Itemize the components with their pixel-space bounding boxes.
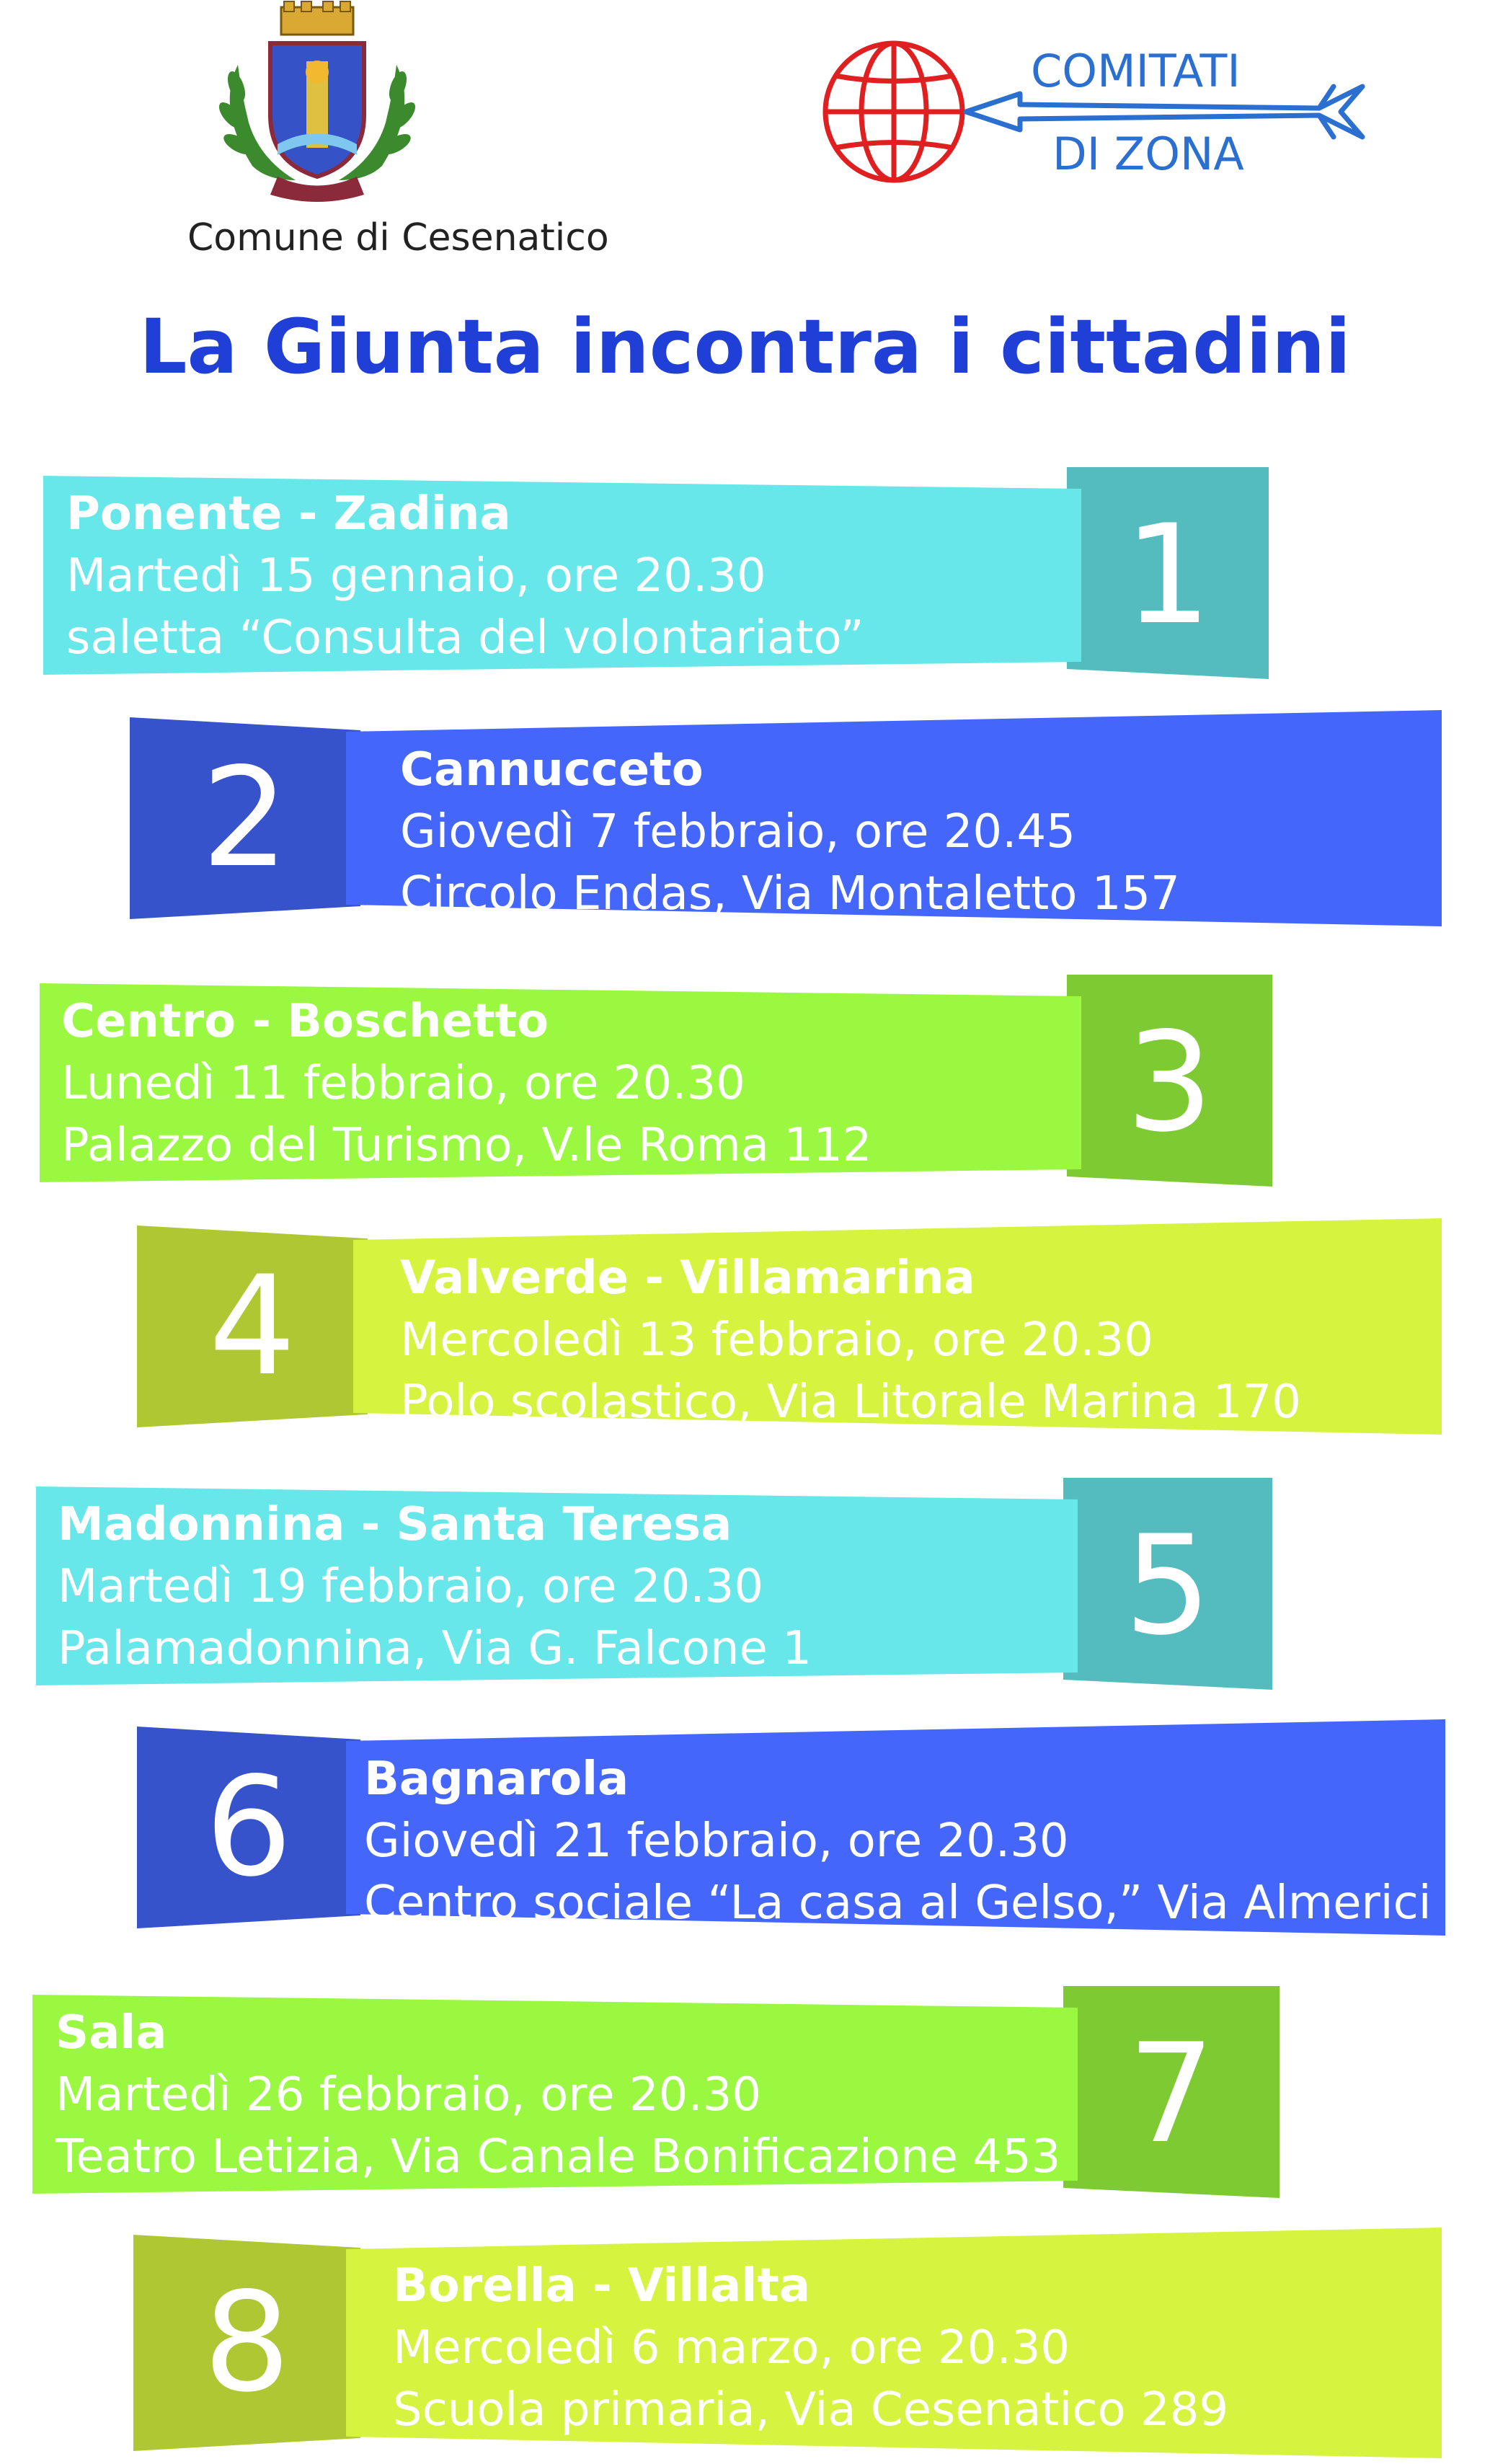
meeting-banner-8 — [133, 2228, 1442, 2458]
meeting-place: Palazzo del Turismo, V.le Roma 112 — [61, 1119, 872, 1172]
meeting-details — [393, 2255, 1228, 2441]
meeting-details — [61, 991, 872, 1176]
meeting-number: 7 — [1127, 2014, 1215, 2173]
meeting-zone: Cannucceto — [400, 743, 704, 797]
meeting-number: 2 — [201, 738, 289, 898]
meeting-date: Giovedì 7 febbraio, ore 20.45 — [400, 805, 1076, 859]
meeting-place: Circolo Endas, Via Montaletto 157 — [400, 867, 1180, 921]
meeting-date: Mercoledì 13 febbraio, ore 20.30 — [400, 1313, 1153, 1367]
meeting-date: Lunedì 11 febbraio, ore 20.30 — [61, 1057, 745, 1110]
meeting-details — [400, 739, 1180, 925]
meeting-place: Centro sociale “La casa al Gelso,” Via Almerici 8 — [364, 1876, 1476, 1930]
coat-of-arms-icon — [209, 0, 425, 209]
meeting-place: Palamadonnina, Via G. Falcone 1 — [58, 1622, 812, 1675]
meeting-place: saletta “Consulta del volontariato” — [66, 611, 864, 665]
meeting-banner-1 — [43, 467, 1269, 683]
meeting-zone: Sala — [56, 2006, 167, 2060]
comune-logo — [94, 0, 609, 267]
meeting-details — [364, 1748, 1476, 1934]
meeting-zone: Madonnina - Santa Teresa — [58, 1498, 732, 1551]
meeting-place: Scuola primaria, Via Cesenatico 289 — [393, 2383, 1229, 2437]
comune-label: Comune di Cesenatico — [187, 216, 609, 260]
meeting-number: 8 — [203, 2263, 291, 2422]
meeting-banner-3 — [40, 975, 1272, 1191]
meeting-zone: Bagnarola — [364, 1752, 629, 1806]
comitati-line1: COMITATI — [1031, 45, 1241, 97]
meeting-details — [66, 483, 864, 669]
meeting-zone: Valverde - Villamarina — [400, 1251, 975, 1305]
meeting-banner-6 — [137, 1719, 1476, 1936]
meeting-date: Martedì 15 gennaio, ore 20.30 — [66, 549, 766, 603]
meeting-place: Teatro Letizia, Via Canale Bonificazione 453 — [56, 2130, 1061, 2184]
meeting-details — [58, 1494, 812, 1680]
meeting-date: Martedì 26 febbraio, ore 20.30 — [56, 2068, 762, 2122]
meeting-banner-5 — [36, 1478, 1272, 1694]
meeting-details — [56, 2002, 1060, 2188]
meeting-banner-4 — [137, 1218, 1442, 1435]
meeting-banner-2 — [130, 710, 1442, 926]
meeting-number: 1 — [1124, 495, 1212, 655]
meeting-date: Mercoledì 6 marzo, ore 20.30 — [393, 2321, 1070, 2375]
meeting-number: 4 — [208, 1246, 296, 1406]
meeting-place: Polo scolastico, Via Litorale Marina 170 — [400, 1375, 1301, 1429]
meeting-date: Martedì 19 febbraio, ore 20.30 — [58, 1560, 764, 1613]
meeting-number: 5 — [1124, 1506, 1212, 1665]
page-title: La Giunta incontra i cittadini — [139, 303, 1351, 391]
meeting-zone: Borella - Villalta — [393, 2259, 811, 2313]
meeting-zone: Ponente - Zadina — [66, 487, 511, 541]
globe-arrow-icon — [815, 29, 1377, 202]
meeting-number: 6 — [205, 1747, 293, 1907]
meeting-details — [400, 1247, 1301, 1433]
meeting-date: Giovedì 21 febbraio, ore 20.30 — [364, 1814, 1069, 1868]
meeting-number: 3 — [1126, 1003, 1213, 1162]
comitati-line2: DI ZONA — [1052, 128, 1244, 180]
meeting-zone: Centro - Boschetto — [61, 995, 549, 1048]
comitati-logo — [815, 29, 1377, 202]
meeting-banner-7 — [32, 1986, 1280, 2202]
